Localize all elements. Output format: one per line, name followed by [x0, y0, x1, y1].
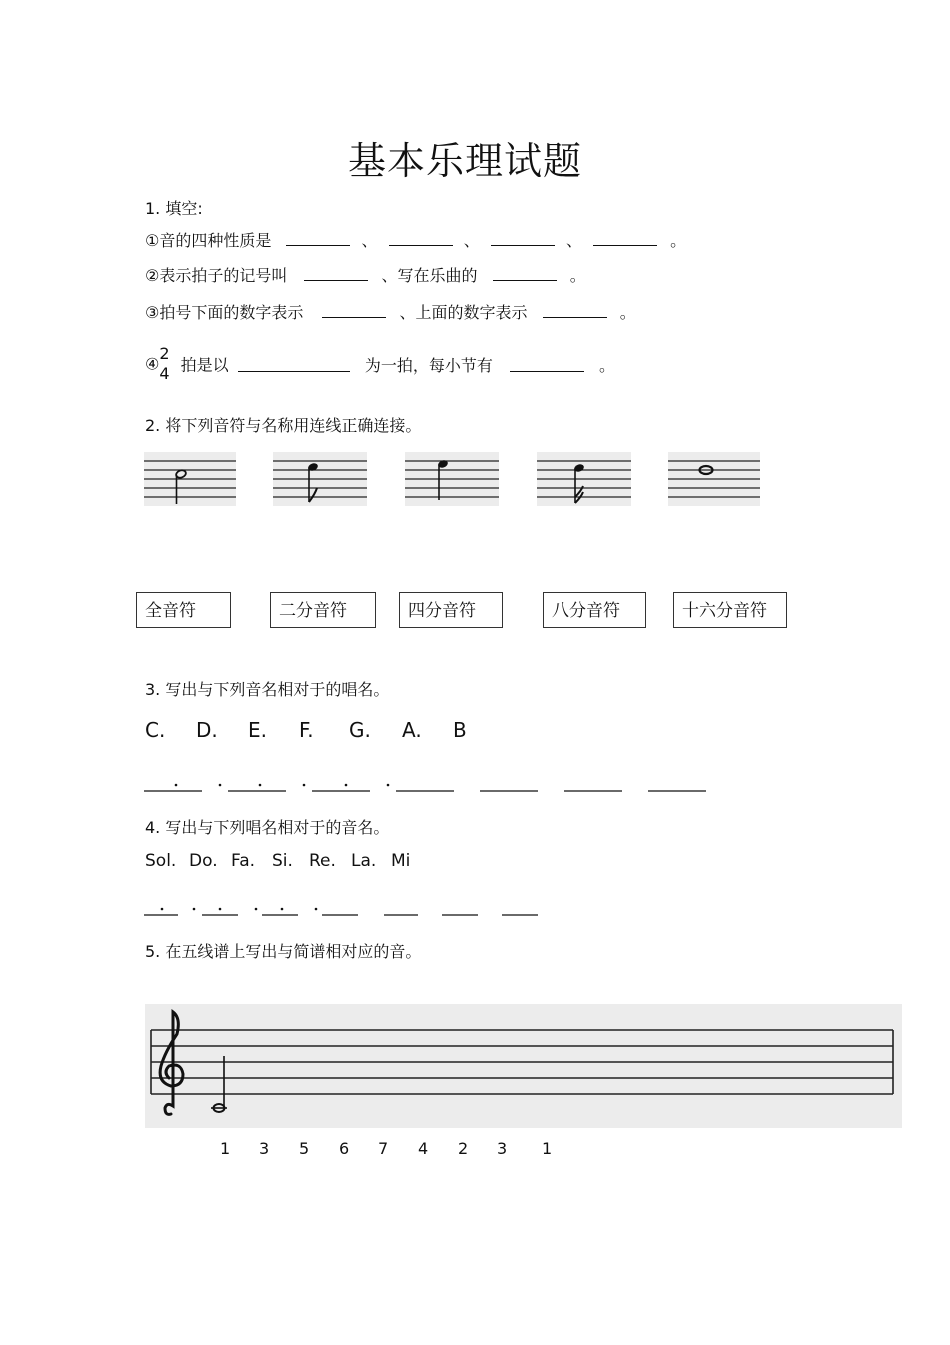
answer-blank[interactable]: [238, 357, 350, 372]
q3-name-g: G.: [349, 718, 371, 742]
treble-staff-icon: [145, 1004, 902, 1128]
staff-whole-note: [668, 452, 760, 506]
q1-line-1-text: ①音的四种性质是: [145, 231, 272, 250]
label-box-half-note[interactable]: 二分音符: [270, 592, 376, 628]
q2-heading: 2. 将下列音符与名称用连线正确连接。: [145, 416, 422, 435]
period: 。: [569, 266, 586, 285]
q1-line-2: [145, 263, 586, 286]
q4-name-si: Si.: [272, 851, 293, 871]
q3-name-f: F.: [299, 718, 314, 742]
treble-clef-icon: [160, 1012, 183, 1114]
q3-name-e: E.: [248, 718, 267, 742]
separator: 、: [361, 231, 378, 250]
q1-line-1: [145, 228, 686, 251]
q4-name-sol: Sol.: [145, 851, 177, 871]
staff-half-note: [144, 452, 236, 506]
jianpu-number: 6: [339, 1139, 350, 1158]
jianpu-number: 3: [259, 1139, 270, 1158]
answer-blank[interactable]: [389, 231, 453, 246]
period: 。: [599, 355, 616, 375]
jianpu-number: 2: [458, 1139, 469, 1158]
label-box-quarter-note[interactable]: 四分音符: [399, 592, 503, 628]
time-signature-numerator: 2: [159, 344, 170, 363]
time-signature-denominator: 4: [159, 364, 170, 383]
q1-line-4-text: 拍是以: [180, 355, 229, 375]
jianpu-number: 4: [418, 1139, 429, 1158]
q3-heading: 3. 写出与下列音名相对于的唱名。: [145, 680, 390, 699]
q3-name-d: D.: [196, 718, 218, 742]
q5-heading: 5. 在五线谱上写出与简谱相对应的音。: [145, 942, 422, 961]
quarter-note-icon: [405, 452, 499, 506]
jianpu-number: 1: [220, 1139, 231, 1158]
jianpu-number: 5: [299, 1139, 310, 1158]
q4-name-la: La.: [351, 851, 377, 871]
q4-answer-lines[interactable]: [140, 900, 545, 920]
page-title: 基本乐理试题: [347, 139, 582, 183]
q3-answer-lines[interactable]: [140, 774, 715, 796]
answer-blank[interactable]: [491, 231, 555, 246]
answer-blank[interactable]: [493, 266, 557, 281]
staff-quarter-note: [405, 452, 499, 506]
label-box-sixteenth-note[interactable]: 十六分音符: [673, 592, 787, 628]
answer-blank[interactable]: [322, 303, 386, 318]
q4-heading: 4. 写出与下列唱名相对于的音名。: [145, 818, 390, 837]
label-box-eighth-note[interactable]: 八分音符: [543, 592, 646, 628]
staff-sixteenth-note: [537, 452, 631, 506]
answer-blank[interactable]: [304, 266, 368, 281]
answer-blank[interactable]: [286, 231, 350, 246]
label-box-whole-note[interactable]: 全音符: [136, 592, 231, 628]
whole-note-icon: [668, 452, 760, 506]
eighth-note-icon: [273, 452, 367, 506]
time-signature: [159, 344, 169, 384]
period: 。: [670, 231, 687, 250]
q1-line-2-text: ②表示拍子的记号叫: [145, 266, 288, 285]
answer-blank[interactable]: [510, 357, 584, 372]
q1-line-3-text: ③拍号下面的数字表示: [145, 303, 304, 322]
q3-name-b: B: [453, 718, 467, 742]
separator: 、: [565, 231, 582, 250]
answer-staff[interactable]: [145, 1004, 902, 1128]
staff-eighth-note: [273, 452, 367, 506]
q1-line-4: [145, 344, 615, 384]
sixteenth-note-icon: [537, 452, 631, 506]
q1-heading: 1. 填空:: [145, 199, 203, 218]
answer-blank[interactable]: [543, 303, 607, 318]
q3-name-c: C.: [145, 718, 166, 742]
q1-line-3: [145, 300, 636, 323]
q1-line-2-mid: 、写在乐曲的: [381, 266, 478, 285]
half-note-icon: [144, 452, 236, 506]
q1-line-4-mid: 为一拍，每小节有: [364, 355, 493, 375]
q4-name-do: Do.: [189, 851, 218, 871]
q1-line-3-mid: 、上面的数字表示: [399, 303, 528, 322]
separator: 、: [463, 231, 480, 250]
q1-line-4-prefix: ④: [145, 354, 160, 374]
answer-blank[interactable]: [593, 231, 657, 246]
period: 。: [619, 303, 636, 322]
jianpu-number: 3: [497, 1139, 508, 1158]
jianpu-number: 7: [378, 1139, 389, 1158]
q4-name-re: Re.: [309, 851, 336, 871]
jianpu-number: 1: [542, 1139, 553, 1158]
q4-name-fa: Fa.: [231, 851, 256, 871]
q4-name-mi: Mi: [391, 851, 411, 871]
q3-name-a: A.: [402, 718, 422, 742]
